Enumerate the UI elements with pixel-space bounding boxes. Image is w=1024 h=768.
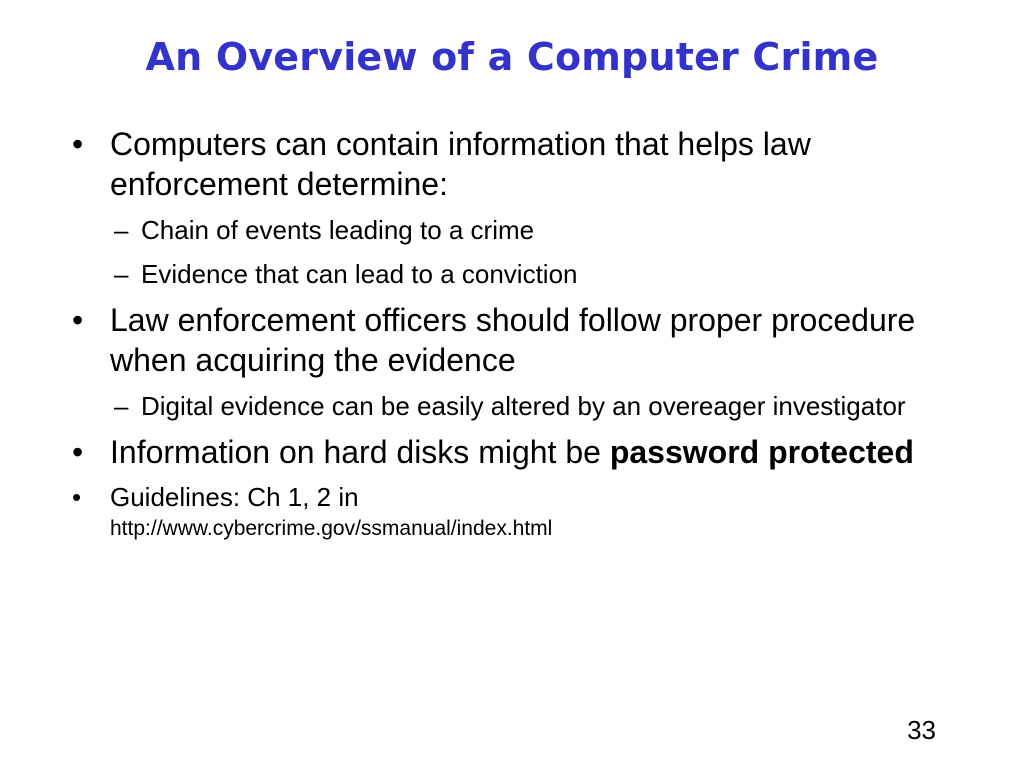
bullet-item-proper-procedure: [70, 300, 950, 380]
slide-content: [70, 124, 950, 544]
sub-bullet-marker: –: [114, 259, 129, 289]
sub-item-chain-of-events: [114, 212, 950, 248]
bullet-marker: •: [72, 126, 84, 162]
bullet-marker: •: [72, 302, 84, 338]
slide-title: An Overview of a Computer Crime: [145, 35, 879, 79]
guidelines-url[interactable]: http://www.cybercrime.gov/ssmanual/index.html: [110, 517, 553, 540]
sub-item-digital-evidence: [114, 388, 950, 424]
bullet-item-guidelines: [70, 480, 950, 544]
bullet-text: Information on hard disks might be: [110, 434, 610, 470]
bullet-text: Computers can contain information that helps law enforcement determine:: [110, 126, 811, 202]
page-number: 33: [907, 715, 936, 745]
bullet-text: Law enforcement officers should follow proper procedure when acquiring the evidence: [110, 302, 916, 378]
bullet-item-password-protected: [70, 432, 950, 472]
sub-bullet-marker: –: [114, 391, 129, 421]
bullet-text: Guidelines: Ch 1, 2 in: [110, 482, 359, 512]
bullet-marker: •: [72, 482, 82, 512]
sub-item-text: Chain of events leading to a crime: [141, 215, 535, 245]
bullet-item-computers-info: [70, 124, 950, 204]
sub-item-evidence-conviction: [114, 256, 950, 292]
bullet-text-bold: password protected: [609, 434, 914, 470]
sub-item-text: Digital evidence can be easily altered by an overeager investigator: [141, 391, 906, 421]
sub-bullet-marker: –: [114, 215, 129, 245]
bullet-marker: •: [72, 434, 84, 470]
sub-item-text: Evidence that can lead to a conviction: [141, 259, 578, 289]
